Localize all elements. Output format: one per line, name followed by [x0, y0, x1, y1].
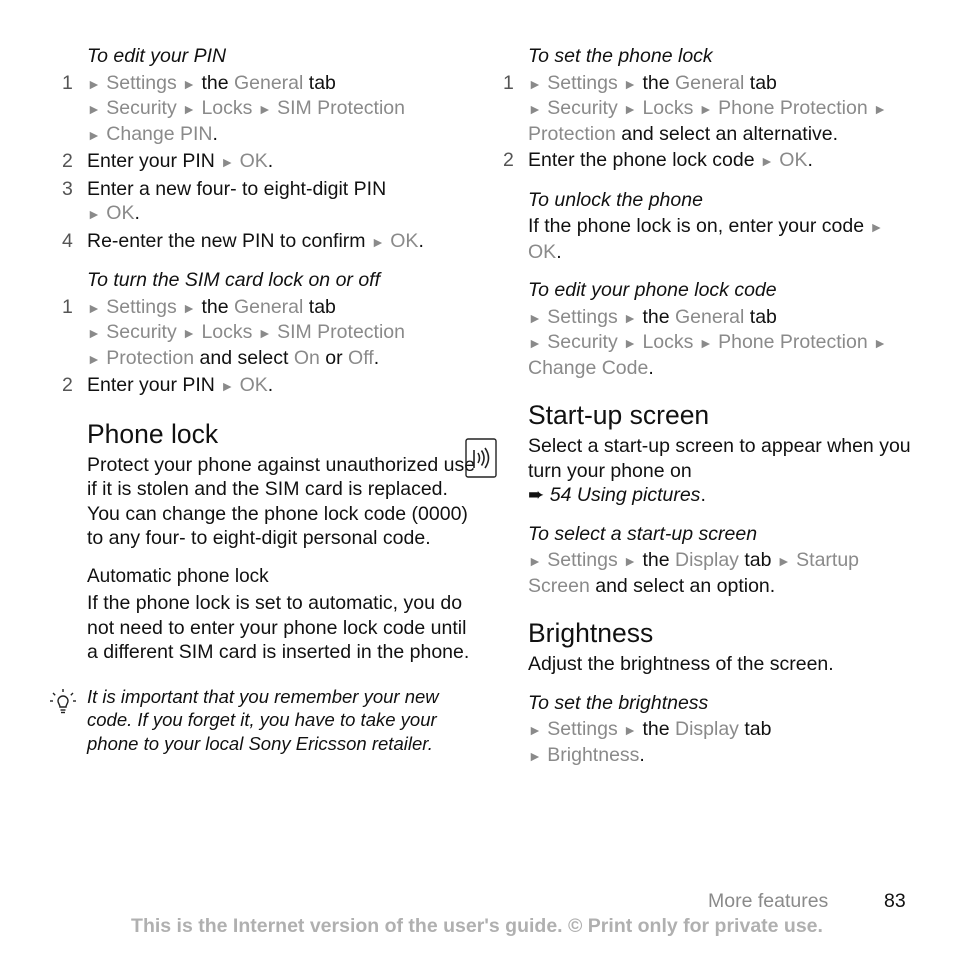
arrow-icon: ►	[257, 325, 272, 341]
arrow-icon: ►	[220, 378, 235, 394]
step: 1 ► Settings ► the General tab ► Security ► Locks ► SIM Protection ► Protection and select On or Off.	[62, 295, 405, 369]
procedure-title: To unlock the phone	[528, 188, 703, 211]
paragraph: Protect your phone against unauthorized use if it is stolen and the SIM card is replaced. You can change the phone lock code (0000) to any four- to eight-digit personal code.	[87, 453, 476, 549]
arrow-icon: ►	[182, 325, 197, 341]
lightbulb-icon	[48, 687, 78, 717]
arrow-icon: ►	[182, 299, 197, 316]
procedure-title: To set the phone lock	[528, 45, 713, 67]
step: ► Settings ► the General tab ► Security ► Locks ► Phone Protection ► Change Code.	[528, 305, 887, 379]
reference-arrow-icon: ➨	[528, 484, 545, 506]
paragraph: Adjust the brightness of the screen.	[528, 653, 834, 675]
arrow-icon: ►	[623, 75, 638, 92]
tip-text: It is important that you remember your new code. If you forget it, you have to take your phone to your local Sony Ericsson retailer.	[87, 685, 439, 754]
left-column	[62, 44, 477, 755]
arrow-icon: ►	[220, 154, 235, 170]
step: 2 Enter your PIN ► OK.	[62, 150, 274, 172]
arrow-icon: ►	[528, 309, 542, 326]
arrow-icon: ►	[623, 553, 638, 569]
arrow-icon: ►	[760, 153, 774, 169]
arrow-icon: ►	[182, 101, 197, 117]
procedure-title: To select a start-up screen	[528, 522, 758, 545]
arrow-icon: ►	[528, 747, 542, 764]
arrow-icon: ►	[87, 206, 101, 222]
arrow-icon: ►	[698, 335, 713, 351]
step: ► Settings ► the Display tab ► Brightness.	[528, 718, 772, 766]
arrow-icon: ►	[528, 722, 542, 738]
cross-reference: 54 Using pictures	[549, 484, 701, 506]
arrow-icon: ►	[528, 101, 542, 117]
step: ► Settings ► the Display tab ► Startup Screen and select an option.	[528, 549, 860, 597]
procedure-title: To edit your phone lock code	[528, 279, 777, 301]
footer-disclaimer: This is the Internet version of the user's guide. © Print only for private use.	[131, 915, 823, 937]
procedure-title: To edit your PIN	[87, 45, 227, 67]
arrow-icon: ►	[873, 335, 887, 351]
arrow-icon: ►	[87, 126, 101, 143]
arrow-icon: ►	[182, 75, 197, 92]
step: 1 ► Settings ► the General tab ► Security ► Locks ► Phone Protection ► Protection and select an alternative.	[503, 71, 887, 145]
step: 4 Re-enter the new PIN to confirm ► OK.	[62, 229, 424, 252]
arrow-icon: ►	[87, 350, 101, 367]
step: 2 Enter your PIN ► OK.	[62, 374, 274, 396]
tip-note	[62, 685, 477, 756]
paragraph: If the phone lock is set to automatic, you do not need to enter your phone lock code until a different SIM card is inserted in the phone.	[87, 592, 470, 663]
arrow-icon: ►	[528, 335, 542, 351]
arrow-icon: ►	[87, 101, 101, 117]
paragraph: Select a start-up screen to appear when you turn your phone on ➨ 54 Using pictures.	[503, 434, 918, 508]
arrow-icon: ►	[623, 335, 638, 351]
arrow-icon: ►	[698, 101, 713, 117]
section-heading: Start-up screen	[528, 400, 710, 430]
page-number: 83	[884, 890, 906, 912]
step: 2 Enter the phone lock code ► OK.	[503, 149, 813, 171]
section-heading: Phone lock	[87, 418, 219, 449]
step: 3 Enter a new four- to eight-digit PIN ► OK.	[62, 177, 387, 224]
arrow-icon: ►	[87, 325, 101, 341]
procedure-title: To set the brightness	[528, 691, 709, 714]
right-column	[503, 44, 918, 768]
arrow-icon: ►	[87, 299, 101, 316]
arrow-icon: ►	[873, 101, 887, 117]
arrow-icon: ►	[528, 553, 542, 569]
step: 1 ► Settings ► the General tab ► Security ► Locks ► SIM Protection ► Change PIN.	[62, 71, 405, 145]
arrow-icon: ►	[623, 309, 638, 326]
arrow-icon: ►	[869, 219, 884, 235]
footer-section-label: More features	[708, 890, 829, 912]
subheading: Automatic phone lock	[87, 565, 269, 587]
section-heading: Brightness	[528, 618, 654, 648]
arrow-icon: ►	[528, 75, 542, 92]
arrow-icon: ►	[87, 75, 101, 92]
arrow-icon: ►	[623, 722, 638, 738]
procedure-title: To turn the SIM card lock on or off	[87, 269, 381, 291]
arrow-icon: ►	[370, 233, 385, 250]
arrow-icon: ►	[623, 101, 638, 117]
arrow-icon: ►	[776, 553, 791, 569]
operator-service-icon	[465, 438, 497, 478]
paragraph: If the phone lock is on, enter your code ► OK.	[528, 215, 884, 263]
arrow-icon: ►	[257, 101, 272, 117]
